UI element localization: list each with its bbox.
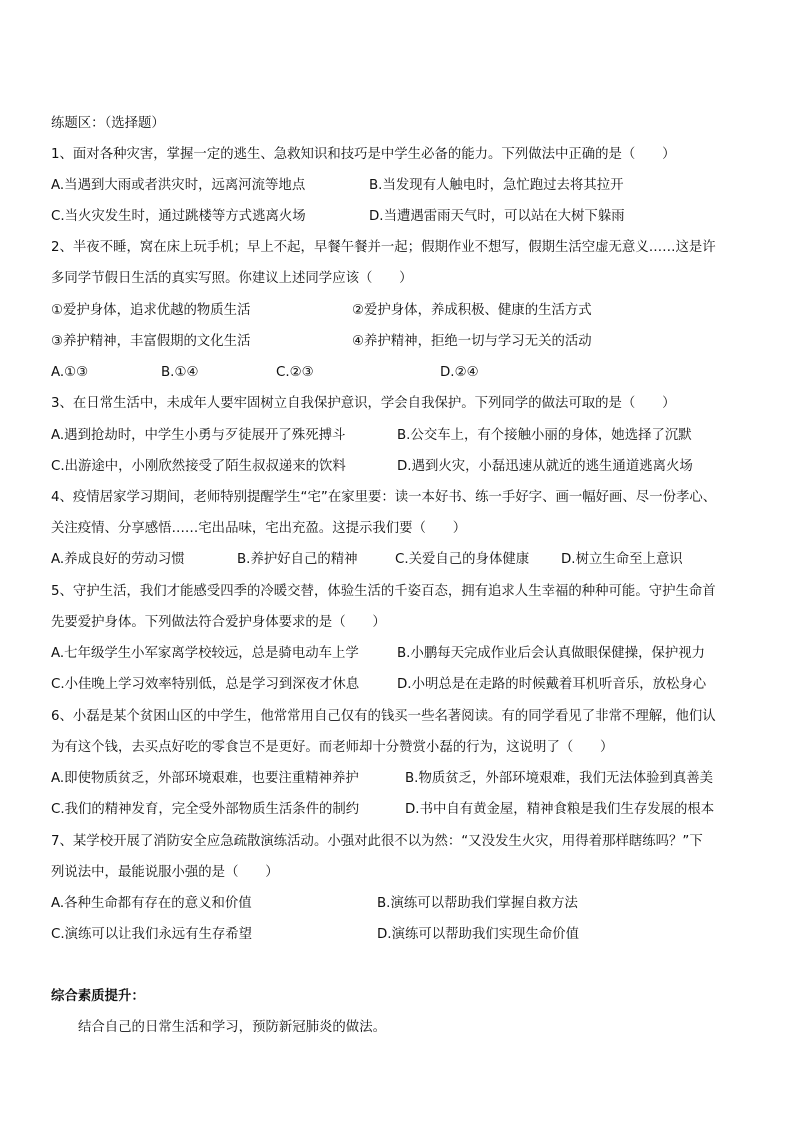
question-4-option-d: D.树立生命至上意识 [561, 552, 683, 567]
question-7-option-c: C.演练可以让我们永远有生存希望 [51, 927, 253, 942]
question-4-stem-line-1: 4、疫情居家学习期间，老师特别提醒学生“宅”在家里要：读一本好书、练一手好字、画一幅好画、尽一份孝心、 [51, 490, 717, 505]
question-7-option-d: D.演练可以帮助我们实现生命价值 [377, 927, 580, 942]
question-7-stem-line-2: 列说法中，最能说服小强的是（ ） [51, 865, 279, 880]
question-5-stem-line-1: 5、守护生活，我们才能感受四季的冷暖交替，体验生活的千姿百态，拥有追求人生幸福的种种可能。守护生命首 [51, 584, 716, 599]
question-4-stem-line-2: 关注疫情、分享感悟……宅出品味，宅出充盈。这提示我们要（ ） [51, 521, 467, 536]
question-1-option-a: A.当遇到大雨或者洪灾时，远离河流等地点 [51, 178, 306, 193]
question-2-statement-1: ①爱护身体，追求优越的物质生活 [51, 303, 251, 318]
question-4-option-c: C.关爱自己的身体健康 [395, 552, 530, 567]
question-7-stem-line-1: 7、某学校开展了消防安全应急疏散演练活动。小强对此很不以为然：“又没发生火灾，用得着那样瞎练吗？”下 [51, 834, 703, 849]
question-3-stem: 3、在日常生活中，未成年人要牢固树立自我保护意识，学会自我保护。下列同学的做法可取的是（ ） [51, 396, 676, 411]
question-4-option-b: B.养护好自己的精神 [237, 552, 358, 567]
question-2-option-b: B.①④ [161, 365, 199, 380]
question-5-stem-line-2: 先要爱护身体。下列做法符合爱护身体要求的是（ ） [51, 615, 386, 630]
question-6-option-c: C.我们的精神发育，完全受外部物质生活条件的制约 [51, 802, 360, 817]
question-1-option-d: D.当遭遇雷雨天气时，可以站在大树下躲雨 [369, 209, 625, 224]
question-2-statement-3: ③养护精神，丰富假期的文化生活 [51, 334, 251, 349]
improve-section-text: 结合自己的日常生活和学习，预防新冠肺炎的做法。 [78, 1020, 386, 1035]
question-5-option-d: D.小明总是在走路的时候戴着耳机听音乐，放松身心 [397, 677, 707, 692]
question-7-option-b: B.演练可以帮助我们掌握自救方法 [377, 896, 578, 911]
question-3-option-b: B.公交车上，有个接触小丽的身体，她选择了沉默 [397, 428, 692, 443]
question-6-stem-line-1: 6、小磊是某个贫困山区的中学生，他常常用自己仅有的钱买一些名著阅读。有的同学看见了非常不理解，他们认 [51, 709, 716, 724]
question-2-stem-line-1: 2、半夜不睡，窝在床上玩手机；早上不起，早餐午餐并一起；假期作业不想写，假期生活空虚无意义……这是许 [51, 240, 716, 255]
question-4-option-a: A.养成良好的劳动习惯 [51, 552, 185, 567]
question-2-option-d: D.②④ [440, 365, 479, 380]
question-3-option-c: C.出游途中，小刚欣然接受了陌生叔叔递来的饮料 [51, 459, 346, 474]
question-2-statement-4: ④养护精神，拒绝一切与学习无关的活动 [352, 334, 592, 349]
question-1-option-c: C.当火灾发生时，通过跳楼等方式逃离火场 [51, 209, 306, 224]
question-5-option-b: B.小鹏每天完成作业后会认真做眼保健操，保护视力 [397, 646, 706, 661]
question-2-statement-2: ②爱护身体，养成积极、健康的生活方式 [352, 303, 592, 318]
question-7-option-a: A.各种生命都有存在的意义和价值 [51, 896, 252, 911]
question-2-option-a: A.①③ [51, 365, 89, 380]
question-6-option-d: D.书中自有黄金屋，精神食粮是我们生存发展的根本 [405, 802, 715, 817]
question-2-stem-line-2: 多同学节假日生活的真实写照。你建议上述同学应该（ ） [51, 271, 413, 286]
question-1-stem: 1、面对各种灾害，掌握一定的逃生、急救知识和技巧是中学生必备的能力。下列做法中正确的是（ ） [51, 147, 676, 162]
question-6-stem-line-2: 为有这个钱，去买点好吃的零食岂不是更好。而老师却十分赞赏小磊的行为，这说明了（ ） [51, 740, 614, 755]
question-5-option-c: C.小佳晚上学习效率特别低，总是学习到深夜才休息 [51, 677, 360, 692]
question-2-option-c: C.②③ [276, 365, 314, 380]
question-3-option-d: D.遇到火灾，小磊迅速从就近的逃生通道逃离火场 [397, 459, 693, 474]
question-1-option-b: B.当发现有人触电时，急忙跑过去将其拉开 [369, 178, 624, 193]
question-3-option-a: A.遇到抢劫时，中学生小勇与歹徒展开了殊死搏斗 [51, 428, 346, 443]
question-6-option-b: B.物质贫乏，外部环境艰难，我们无法体验到真善美 [405, 771, 714, 786]
question-6-option-a: A.即使物质贫乏，外部环境艰难，也要注重精神养护 [51, 771, 359, 786]
section-title: 练题区：（选择题） [51, 116, 165, 131]
question-5-option-a: A.七年级学生小军家离学校较远，总是骑电动车上学 [51, 646, 359, 661]
improve-section-title: 综合素质提升： [51, 989, 145, 1004]
